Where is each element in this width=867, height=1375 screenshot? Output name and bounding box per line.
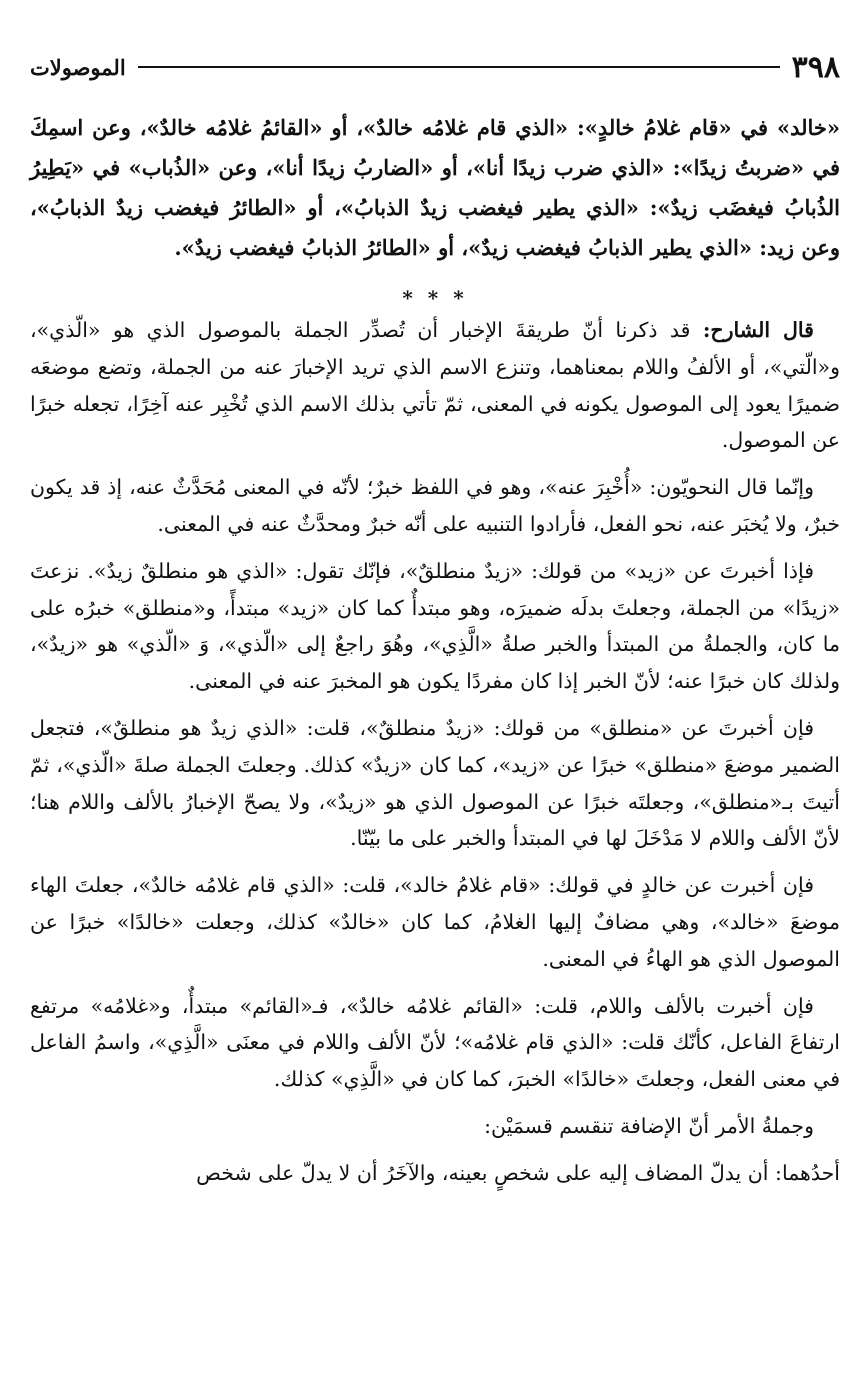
commentary-last-line [30,1155,840,1192]
commentary-paragraph-text: قد ذكرنا أنّ طريقةَ الإخبار أن تُصدِّر الجملة بالموصول الذي هو «الّذي»، و«الّتي»، أو الألفُ واللام بمعناهما، وتنزع الاسم الذي تريد الإخبارَ عنه من الجملة، وتضع موضعَه ضميرًا يعود إلى الموصول يكونه في المعنى، ثمّ تأتي بذلك الاسم الذي تُخْبِر عنه آخِرًا، تجعله خبرًا عن الموصول. [30,318,840,453]
commentary-paragraph: وجملةُ الأمر أنّ الإضافة تنقسم قسمَيْن: [484,1113,814,1138]
commentary-paragraph: فإن أخبرتَ عن «منطلق» من قولك: «زيدٌ منطلقٌ»، قلت: «الذي زيدٌ هو منطلقٌ»، فتجعل الضمير موضعَ «منطلق» خبرًا عن «زيد»، كما كان «زيدٌ» كذلك. وجعلتَ الجملة صلةَ «الّذي»، ثمّ أتيتَ بـ«منطلق»، وجعلتَه خبرًا عن الموصول الذي هو «زيدٌ»، ولا يصحّ الإخبارُ بالألف واللام هنا؛ لأنّ الألف واللام لا مَدْخَلَ لها في المبتدأ والخبر على ما بيّنّا. [30,715,840,851]
commentary-paragraph: وإنّما قال النحويّون: «أُخْبِرَ عنه»، وهو في اللفظ خبرٌ؛ لأنّه في المعنى مُحَدَّثٌ عنه، إذ قد يكون خبرٌ، ولا يُخبَر عنه، نحو الفعل، فأرادوا التنبيه على أنّه خبرٌ ومحدَّثٌ عنه في المعنى. [30,475,840,536]
commentary-section [30,312,840,1192]
page-number: ٣٩٨ [791,49,840,85]
running-title: الموصولات [30,54,126,80]
header-rule [138,66,780,68]
commentary-paragraph: فإن أخبرت عن خالدٍ في قولك: «قام غلامُ خالد»، قلت: «الذي قام غلامُه خالدٌ»، جعلتَ الهاء موضعَ «خالد»، وهي مضافٌ إليها الغلامُ، كما كان «خالدٌ» كذلك، وجعلت «خالدًا» خبرًا عن الموصول الذي هو الهاءُ في المعنى. [30,873,840,971]
commentary-paragraph: فإن أخبرت بالألف واللام، قلت: «القائم غلامُه خالدٌ»، فـ«القائم» مبتدأٌ، و«غلامُه» مرتفع ارتفاعَ الفاعل، كأنّك قلت: «الذي قام غلامُه»؛ لأنّ الألف واللام في معنَى «الَّذِي»، واسمُ الفاعل في معنى الفعل، وجعلتَ «خالدًا» الخبرَ، كما كان في «الَّذِي» كذلك. [30,993,840,1092]
examples-block: «خالد» في «قام غلامُ خالدٍ»: «الذي قام غلامُه خالدٌ»، أو «القائمُ غلامُه خالدٌ»، وعن اسمِكَ في «ضربتُ زيدًا»: «الذي ضرب زيدًا أنا»، أو «الضاربُ زيدًا أنا»، وعن «الذُباب» في «يَطِيرُ الذُبابُ فيغضَب زيدٌ»: «الذي يطير فيغضب زيدٌ الذبابُ»، أو «الطائرُ فيغضب زيدٌ الذبابُ»، وعن زيد: «الذي يطير الذبابُ فيغضب زيدٌ»، أو «الطائرُ الذبابُ فيغضب زيدٌ». [30,115,840,260]
book-page [30,50,840,1192]
last-line-label: أحدُهما: [775,1160,840,1185]
page-header [30,50,840,84]
section-separator: * * * [402,286,468,310]
commentary-paragraph [30,312,840,459]
commentary-paragraph: فإذا أخبرتَ عن «زيد» من قولك: «زيدٌ منطلقٌ»، فإنّك تقول: «الذي هو منطلقٌ زيدٌ». نزعتَ «زيدًا» من الجملة، وجعلتَ بدلَه ضميرَه، وهو مبتدأٌ كما كان «زيد» مبتدأً، و«منطلق» خبرُه على ما كان، والجملةُ من المبتدأ والخبر صلةُ «الَّذِي»، وهُوَ راجعٌ إلى «الّذي»، وَ «الّذي» هو «زيدٌ»، ولذلك كان خبرًا عنه؛ لأنّ الخبر إذا كان مفردًا يكون هو المخبرَ عنه في المعنى. [30,558,840,694]
last-line-text: أن يدلّ المضاف إليه على شخصٍ بعينه، والآخَرُ أن لا يدلّ على شخص [196,1160,769,1185]
commentary-label: قال الشارح: [702,318,814,342]
